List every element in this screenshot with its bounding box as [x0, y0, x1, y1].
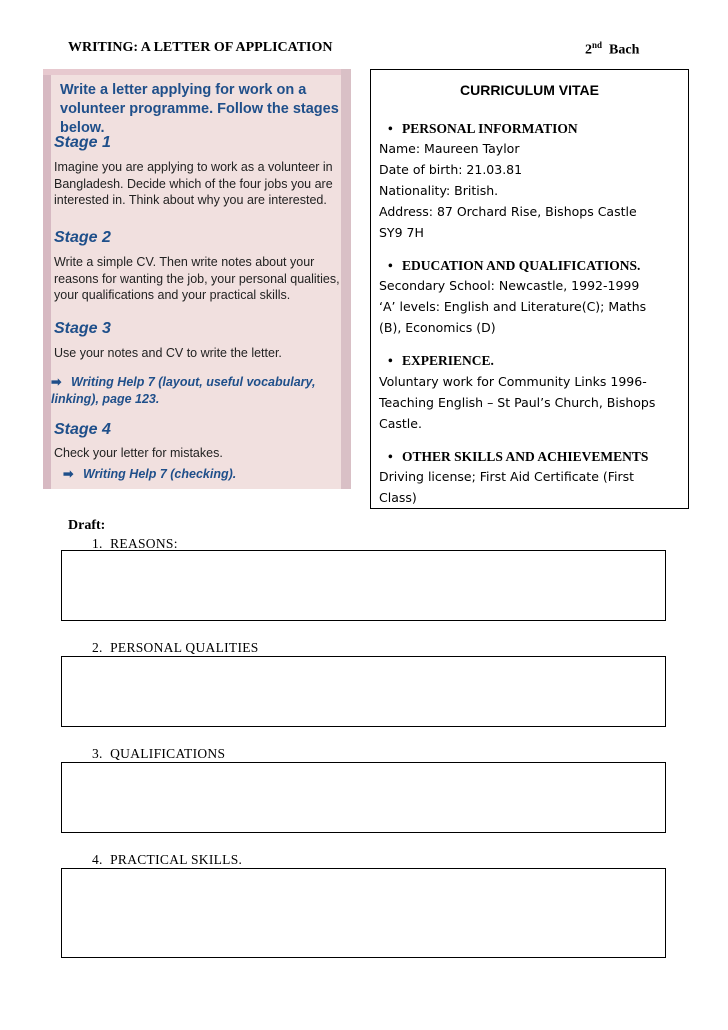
- bullet-icon: •: [388, 258, 393, 273]
- stage-3-help: ➡ Writing Help 7 (layout, useful vocabulary, linking), page 123.: [51, 375, 316, 406]
- stage-1-title: Stage 1: [54, 134, 111, 151]
- cv-line: Secondary School: Newcastle, 1992-1999: [379, 278, 640, 293]
- cv-line: SY9 7H: [379, 225, 424, 240]
- cv-line: Name: Maureen Taylor: [379, 141, 520, 156]
- cv-line: Address: 87 Orchard Rise, Bishops Castle: [379, 204, 637, 219]
- reasons-answer-box[interactable]: [61, 550, 666, 621]
- cv-section-heading: • EXPERIENCE.: [388, 353, 494, 368]
- draft-label: Draft:: [68, 518, 106, 533]
- cv-section-heading: • OTHER SKILLS AND ACHIEVEMENTS: [388, 449, 649, 464]
- stage-3-title: Stage 3: [54, 320, 111, 337]
- cv-line: ‘A’ levels: English and Literature(C); Maths: [379, 299, 647, 314]
- bullet-icon: •: [388, 353, 393, 368]
- practical-skills-answer-box[interactable]: [61, 868, 666, 958]
- stage-4-text: Check your letter for mistakes.: [54, 446, 223, 460]
- cv-line: Class): [379, 490, 417, 505]
- stage-4-title: Stage 4: [54, 421, 111, 438]
- cv-title: CURRICULUM VITAE: [460, 82, 599, 98]
- cv-box: [370, 69, 689, 509]
- cv-experience: [379, 371, 684, 434]
- cv-line: Nationality: British.: [379, 183, 499, 198]
- textbook-excerpt: [43, 69, 351, 489]
- stage-3-text: Use your notes and CV to write the letter.: [54, 346, 282, 360]
- draft-item-label: 2. PERSONAL QUALITIES: [92, 640, 259, 655]
- bullet-icon: •: [388, 449, 393, 464]
- arrow-icon: ➡: [51, 375, 62, 389]
- qualifications-answer-box[interactable]: [61, 762, 666, 833]
- cv-education: [379, 275, 684, 338]
- cv-line: (B), Economics (D): [379, 320, 496, 335]
- stage-1-text: Imagine you are applying to work as a volunteer in Bangladesh. Decide which of the four jobs you are interested in. Think about why you are interested.: [54, 160, 333, 207]
- cv-line: Voluntary work for Community Links 1996-: [379, 374, 647, 389]
- cv-section-heading: • PERSONAL INFORMATION: [388, 121, 578, 136]
- arrow-icon: ➡: [63, 467, 74, 481]
- worksheet-title: WRITING: A LETTER OF APPLICATION: [68, 40, 333, 55]
- stage-2-title: Stage 2: [54, 229, 111, 246]
- draft-item-label: 4. PRACTICAL SKILLS.: [92, 852, 243, 867]
- personal-qualities-answer-box[interactable]: [61, 656, 666, 727]
- cv-line: Castle.: [379, 416, 422, 431]
- task-instructions: Write a letter applying for work on a volunteer programme. Follow the stages below.: [60, 82, 339, 136]
- cv-line: Driving license; First Aid Certificate (First: [379, 469, 635, 484]
- cv-line: Teaching English – St Paul’s Church, Bishops: [379, 395, 656, 410]
- bullet-icon: •: [388, 121, 393, 136]
- stage-2-text: Write a simple CV. Then write notes about your reasons for wanting the job, your personal qualities, your qualifications and your practical skills.: [54, 255, 340, 302]
- draft-item-label: 1. REASONS:: [92, 536, 178, 551]
- course-level: 2nd Bach: [585, 40, 640, 58]
- cv-section-heading: • EDUCATION AND QUALIFICATIONS.: [388, 258, 641, 273]
- cv-other-skills: [379, 466, 684, 508]
- draft-item-label: 3. QUALIFICATIONS: [92, 746, 226, 761]
- page-binding-strip: [43, 69, 51, 489]
- stage-4-help: ➡ Writing Help 7 (checking).: [63, 467, 237, 481]
- cv-personal-info: [379, 138, 684, 243]
- page-top-band: [43, 69, 351, 75]
- cv-line: Date of birth: 21.03.81: [379, 162, 523, 177]
